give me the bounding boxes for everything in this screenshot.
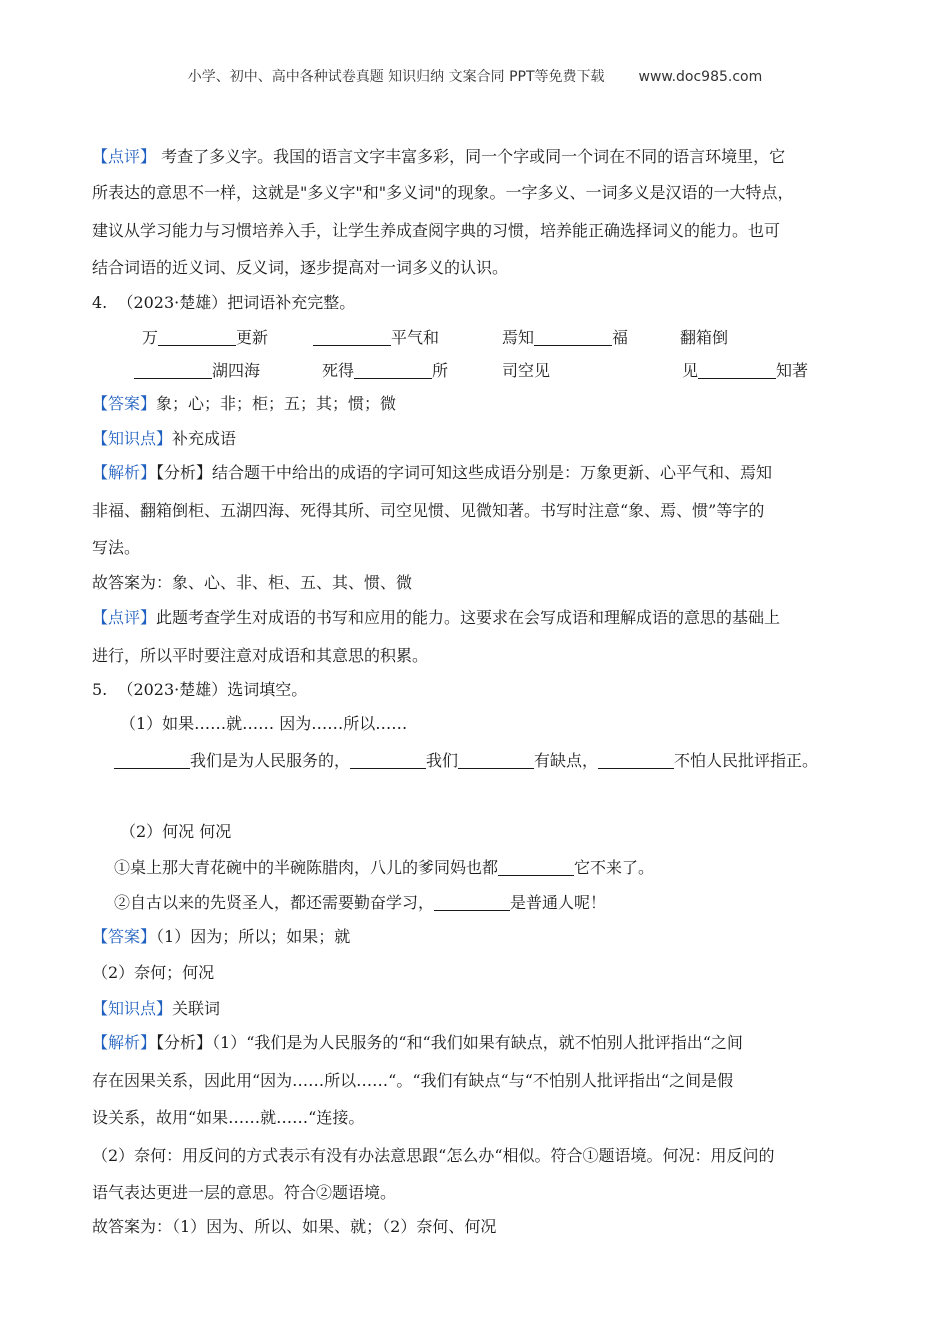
- q4-analysis-line-1: 【解析】【分析】结合题干中给出的成语的字词可知这些成语分别是：万象更新、心平气和、焉知: [92, 463, 773, 482]
- q5-part2-options: （2）何况 何况: [120, 822, 232, 841]
- fill-blank[interactable]: [598, 752, 674, 769]
- fill-blank[interactable]: [434, 894, 510, 911]
- q4-answer: 【答案】象；心；非；柜；五；其；惯；微: [92, 394, 397, 413]
- q5-analysis-line-6: 故答案为：（1）因为、所以、如果、就；（2）奈何、何况: [92, 1217, 497, 1236]
- q4-stem: 4. （2023·楚雄）把词语补充完整。: [92, 293, 356, 312]
- fill-blank[interactable]: [458, 752, 534, 769]
- idiom-blank[interactable]: [134, 362, 212, 379]
- idiom-2: 平气和: [313, 328, 439, 348]
- idiom-1: 万 更新: [142, 328, 269, 347]
- idiom-6: 死得 所: [322, 361, 449, 380]
- q5-analysis-line-5: 语气表达更进一层的意思。符合②题语境。: [92, 1183, 397, 1202]
- review1-line-1: 【点评】 考查了多义字。我国的语言文字丰富多彩，同一个字或同一个词在不同的语言环境里，它: [92, 147, 786, 166]
- page-header: [0, 66, 950, 86]
- idiom-blank[interactable]: [698, 362, 776, 379]
- q5-analysis-line-3: 设关系，故用“如果……就……“连接。: [92, 1108, 365, 1127]
- q4-review-line-2: 进行，所以平时要注意对成语和其意思的积累。: [92, 646, 429, 665]
- header-site: www.doc985.com: [638, 69, 763, 85]
- q5-part2-sentence-2: ②自古以来的先贤圣人，都还需要勤奋学习， 是普通人呢！: [114, 893, 607, 912]
- q5-part2-sentence-1: ①桌上那大青花碗中的半碗陈腊肉，八儿的爹同妈也都 它不来了。: [114, 858, 655, 877]
- q5-stem: 5. （2023·楚雄）选词填空。: [92, 680, 308, 699]
- idiom-blank[interactable]: [313, 329, 391, 346]
- q5-part1-options: （1）如果……就…… 因为……所以……: [120, 714, 408, 733]
- q4-analysis-line-2: 非福、翻箱倒柜、五湖四海、死得其所、司空见惯、见微知著。书写时注意“象、焉、惯”等字的: [92, 501, 765, 520]
- idiom-blank[interactable]: [158, 329, 236, 346]
- review1-line-2: 所表达的意思不一样，这就是"多义字"和"多义词"的现象。一字多义、一词多义是汉语的一大特点，: [92, 183, 794, 202]
- idiom-5: 湖四海: [134, 361, 260, 381]
- fill-blank[interactable]: [498, 859, 574, 876]
- idiom-blank[interactable]: [534, 329, 612, 346]
- q4-knowledge-point: 【知识点】补充成语: [92, 429, 237, 448]
- q5-analysis-line-1: 【解析】【分析】（1）“我们是为人民服务的“和“我们如果有缺点，就不怕别人批评指出“之间: [92, 1033, 743, 1052]
- q5-knowledge-point: 【知识点】关联词: [92, 999, 221, 1018]
- idiom-3: 焉知 福: [502, 328, 629, 347]
- q5-answer-2: （2）奈何；何况: [92, 963, 215, 982]
- review-tag: 【点评】: [92, 147, 157, 166]
- q5-part1-sentence: 我们是为人民服务的， 我们 有缺点， 不怕人民批评指正。: [114, 751, 818, 771]
- q4-analysis-line-3: 写法。: [92, 538, 141, 557]
- q5-analysis-line-4: （2）奈何：用反问的方式表示有没有办法意思跟“怎么办“相似。符合①题语境。何况：用反问的: [92, 1146, 775, 1165]
- q4-analysis-line-4: 故答案为：象、心、非、柜、五、其、惯、微: [92, 573, 413, 592]
- header-text: 小学、初中、高中各种试卷真题 知识归纳 文案合同 PPT等免费下载: [187, 69, 605, 85]
- fill-blank[interactable]: [114, 752, 190, 769]
- review1-line-3: 建议从学习能力与习惯培养入手，让学生养成查阅字典的习惯，培养能正确选择词义的能力。也可: [92, 221, 781, 240]
- q4-review-line-1: 【点评】此题考查学生对成语的书写和应用的能力。这要求在会写成语和理解成语的意思的基础上: [92, 608, 781, 627]
- review1-line-4: 结合词语的近义词、反义词，逐步提高对一词多义的认识。: [92, 258, 509, 277]
- idiom-4: 翻箱倒: [680, 328, 729, 347]
- q5-answer-1: 【答案】（1）因为；所以；如果；就: [92, 927, 351, 946]
- q5-analysis-line-2: 存在因果关系，因此用“因为……所以……“。“我们有缺点“与“不怕别人批评指出“之间是假: [92, 1071, 734, 1090]
- idiom-blank[interactable]: [354, 362, 432, 379]
- idiom-7: 司空见: [502, 361, 551, 380]
- fill-blank[interactable]: [350, 752, 426, 769]
- idiom-8: 见 知著: [682, 361, 809, 380]
